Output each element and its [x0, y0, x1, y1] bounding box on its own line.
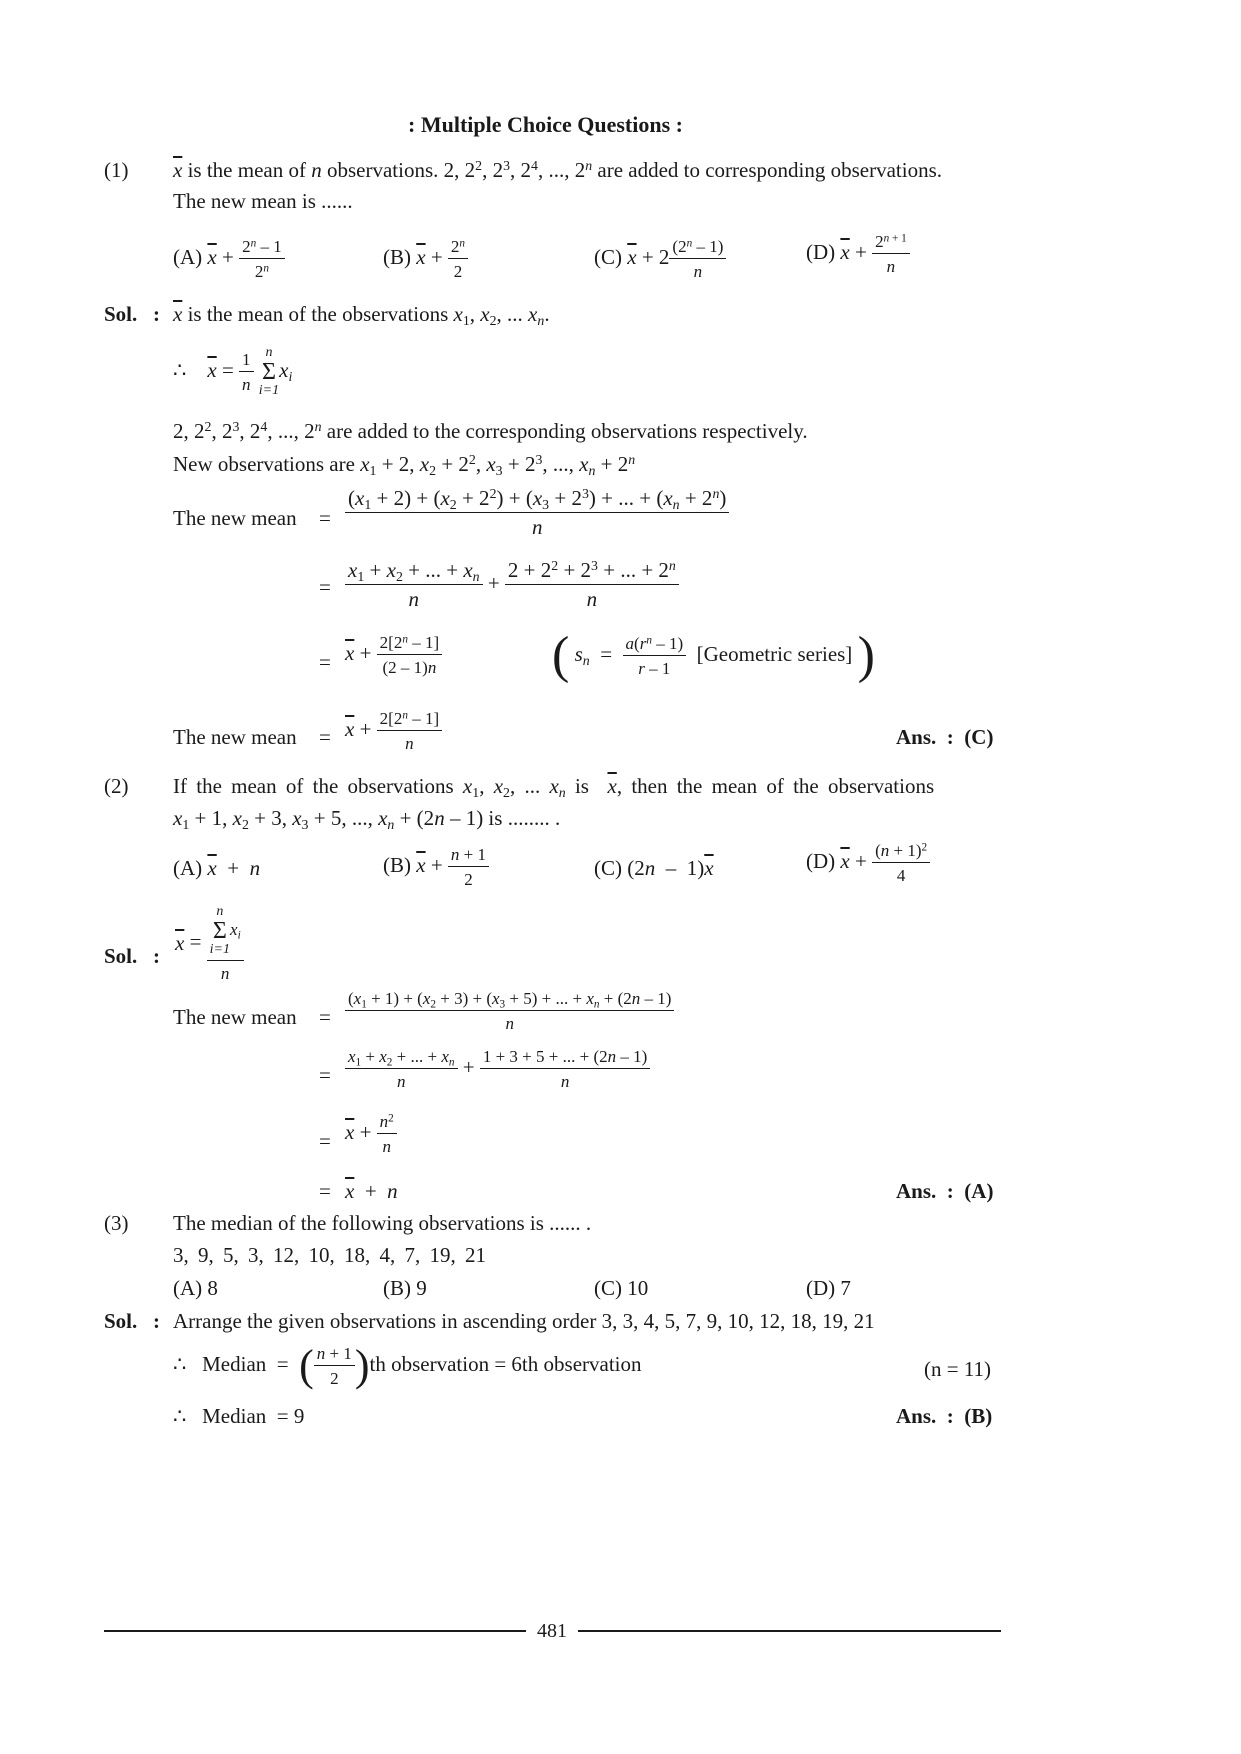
answer-3-value: (B)	[964, 1404, 993, 1428]
median-label: Median	[202, 1351, 267, 1376]
q3-option-c: (C) 10	[594, 1276, 649, 1300]
therefore-symbol: ∴	[173, 1351, 187, 1376]
ans-label: Ans.	[896, 725, 937, 749]
ans-label: Ans.	[896, 1404, 937, 1428]
footer-rule-left	[104, 1630, 526, 1632]
equals: =	[319, 725, 331, 749]
equals: =	[319, 650, 331, 674]
median-formula: ∴ Median = ( $\frac{n + 1}{2}$ )th observation = 6th observation	[173, 1341, 642, 1390]
equals: =	[319, 1063, 331, 1087]
n-value: (n = 11)	[924, 1357, 992, 1381]
median-value: = 9	[276, 1404, 305, 1428]
q1-option-c: (C) $\overline{x} + 2$ $\frac{(2^n - 1)}{n}$	[594, 238, 726, 280]
q2-option-d: (D) $\overline{x}$ + $\frac{(n + 1)^2}{4}$	[806, 842, 930, 884]
question-3-number: (3)	[104, 1211, 129, 1235]
solution-1-line3: 2, $2^2$, $2^3$, $2^4$, ..., 2$^n$ are added to the corresponding observations respectively.	[173, 419, 808, 443]
q3-option-d: (D) 7	[806, 1276, 851, 1300]
q2-result: $\overline{x} + n$	[345, 1179, 398, 1203]
question-3-data: 3, 9, 5, 3, 12, 10, 18, 4, 7, 19, 21	[173, 1243, 486, 1267]
q1-result: $\overline{x}$ + $\frac{2[2^n - 1]}{n}$	[345, 710, 442, 752]
page-title: : Multiple Choice Questions :	[408, 112, 683, 137]
q3-option-b: (B) 9	[383, 1276, 427, 1300]
answer-1: Ans. : (C)	[896, 725, 994, 749]
answer-2-value: (A)	[964, 1179, 994, 1203]
q2-step-2: $\frac{x_1 + x_2 + ... + x_n}{n}$ + $\frac{1 + 3 + 5 + ... + (2n - 1)}{n}$	[345, 1048, 650, 1090]
colon: :	[153, 944, 160, 968]
solution-1-line4: New observations are $x_1 + 2$, $x_2 + 2^2$, $x_3 + 2^3$, ..., $x_n + 2^n$	[173, 452, 636, 479]
therefore-symbol: ∴	[173, 357, 187, 382]
solution-2-label: Sol.	[104, 944, 138, 968]
new-mean-label-2: The new mean	[173, 725, 297, 749]
q1-step-1: $\frac{(x_1 + 2) + (x_2 + 2^2) + (x_3 + 2^3) + ... + (x_n + 2^n)}{n}$	[345, 488, 729, 538]
page-number: 481	[537, 1620, 567, 1642]
q2-option-c: (C) $(2n - 1)\overline{x}$	[594, 856, 714, 880]
equals: =	[319, 575, 331, 599]
solution-3-text: Arrange the given observations in ascending order 3, 3, 4, 5, 7, 9, 10, 12, 18, 19, 21	[173, 1309, 875, 1333]
equals: =	[319, 1005, 331, 1029]
therefore-symbol: ∴	[173, 1404, 187, 1428]
solution-1-line1: $\overline{x}$ is the mean of the observations $x_1$, $x_2$, ... $x_n$.	[173, 302, 550, 329]
median-label: Median	[202, 1404, 267, 1428]
q2-step-1: $\frac{(x_1 + 1) + (x_2 + 3) + (x_3 + 5) + ... + x_n + (2n - 1)}{n}$	[345, 990, 674, 1032]
solution-1-label: Sol.	[104, 302, 138, 326]
question-1-text: $\overline{x}$ is the mean of n observations. 2, $2^2$, $2^3$, $2^4$, ..., 2$^n$ are added to corresponding observations.	[173, 158, 943, 182]
colon: :	[153, 1309, 160, 1333]
q2-mean-formula: $\overline{x}$ = n Σ i=1 $x_i$ n	[175, 905, 244, 982]
equals: =	[319, 506, 331, 530]
answer-1-value: (C)	[964, 725, 994, 749]
q1-step-3: $\overline{x}$ + $\frac{2[2^n - 1]}{(2 - 1)n}$	[345, 634, 442, 676]
q2-step-3: $\overline{x}$ + $\frac{n^2}{n}$	[345, 1113, 397, 1155]
q1-option-d: (D) $\overline{x}$ + $\frac{2^{n + 1}}{n}$	[806, 233, 910, 275]
new-mean-label-1: The new mean	[173, 506, 297, 530]
answer-2: Ans. : (A)	[896, 1179, 994, 1203]
equals: =	[319, 1129, 331, 1153]
equals: =	[319, 1179, 331, 1203]
q2-option-a: (A) $\overline{x} + n$	[173, 856, 261, 880]
geometric-series-note: ( $s_n$ = $\frac{a(r^n - 1)}{r - 1}$ [Geometric series] )	[552, 627, 875, 684]
median-result	[173, 1406, 304, 1427]
question-2-text: If the mean of the observations $x_1$, $x_2$, ... $x_n$ is $\overline{x}$, then the mean of the observations	[173, 774, 935, 801]
q1-option-b: (B) $\overline{x}$ + $\frac{2^n}{2}$	[383, 238, 468, 280]
footer-rule-right	[578, 1630, 1001, 1632]
new-mean-label-3: The new mean	[173, 1005, 297, 1029]
new-observations-label: New observations are	[173, 452, 355, 476]
q1-step-2: $\frac{x_1 + x_2 + ... + x_n}{n}$ + $\frac{2 + 2^2 + 2^3 + ... + 2^n}{n}$	[345, 560, 679, 610]
question-2-number: (2)	[104, 774, 129, 798]
ans-label: Ans.	[896, 1179, 937, 1203]
mean-formula: ∴ $\overline{x}$ = $\frac{1}{n}$ n Σ i=1 $x_i$	[173, 345, 293, 398]
q2-option-b: (B) $\overline{x}$ + $\frac{n + 1}{2}$	[383, 846, 489, 888]
geometric-series-label: [Geometric series]	[696, 641, 853, 666]
question-3-text: The median of the following observations is ...... .	[173, 1211, 592, 1235]
colon: :	[153, 302, 160, 326]
question-1-number: (1)	[104, 158, 129, 182]
q1-option-a: (A) $\overline{x}$ + $\frac{2^n - 1}{2^n}$	[173, 238, 285, 280]
question-1-text-line2: The new mean is ......	[173, 189, 353, 213]
q3-option-a: (A) 8	[173, 1276, 218, 1300]
median-observation-text: th observation = 6th observation	[369, 1351, 642, 1376]
answer-3: Ans. : (B)	[896, 1404, 993, 1428]
question-2-text-line2: $x_1 + 1$, $x_2 + 3$, $x_3 + 5$, ..., $x_n + (2n - 1)$ is ........ .	[173, 806, 561, 833]
solution-3-label: Sol.	[104, 1309, 138, 1333]
